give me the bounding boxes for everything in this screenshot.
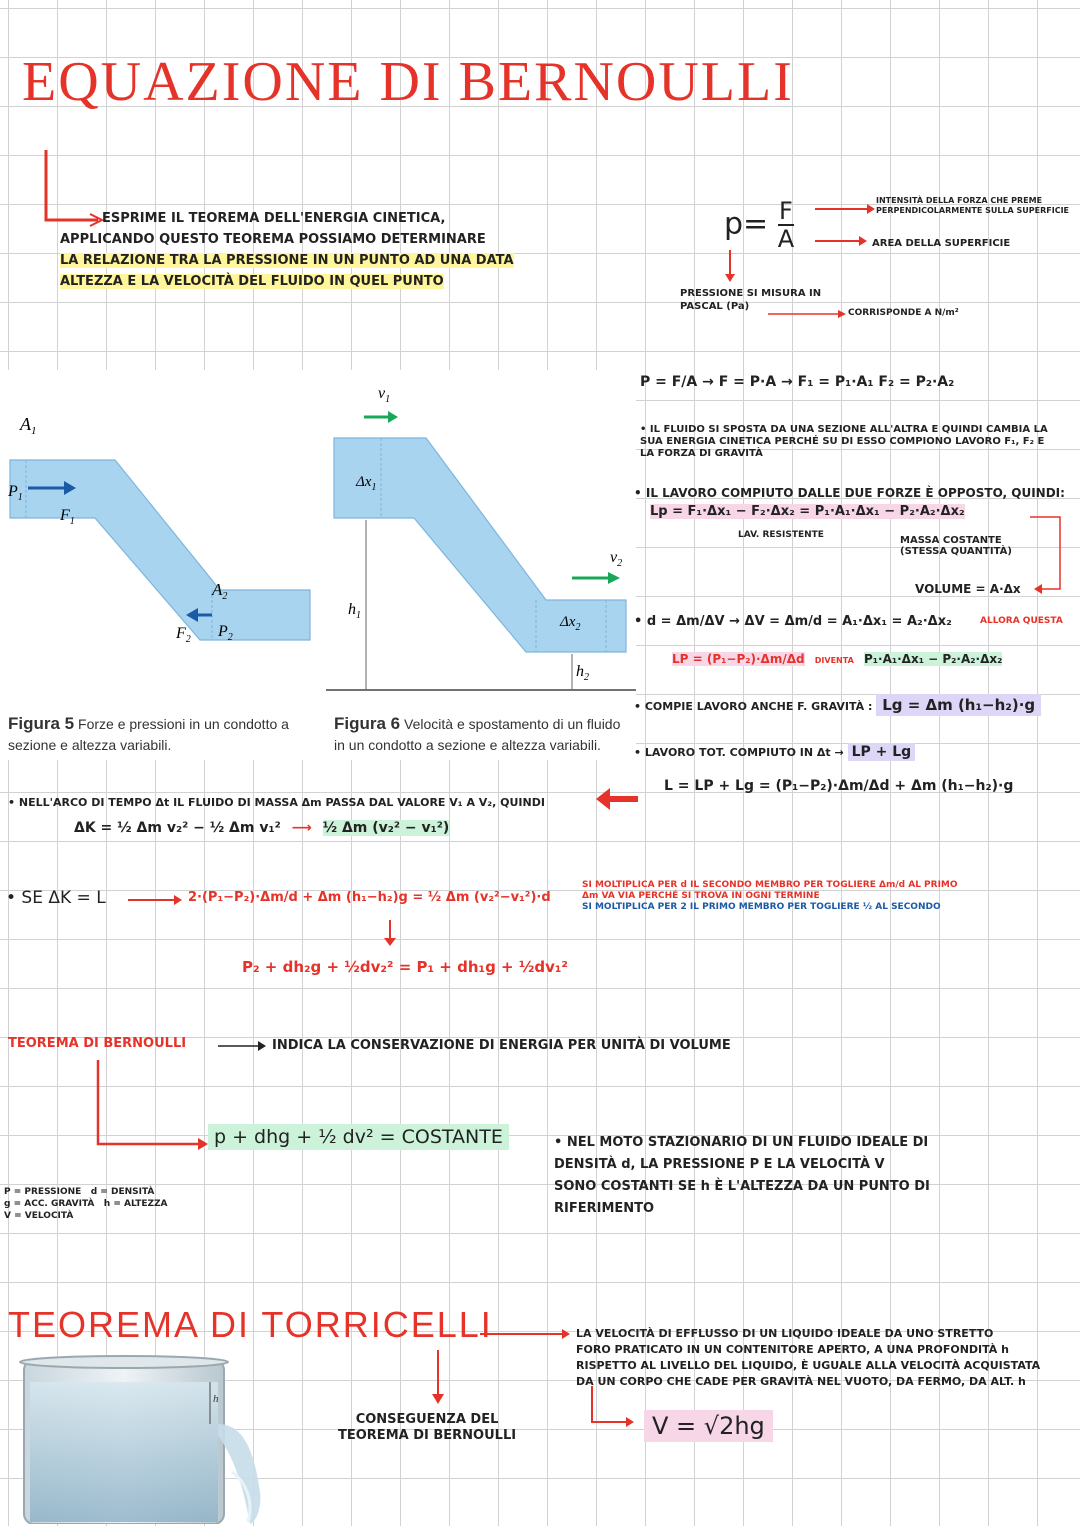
unit-equivalence: CORRISPONDE A N/m²: [848, 308, 959, 318]
figure6-number: Figura 6: [334, 714, 401, 733]
work-bullet-2: • IL LAVORO COMPIUTO DALLE DUE FORZE È OPPOSTO, QUINDI:: [634, 486, 1065, 500]
torricelli-desc-1: LA VELOCITÀ DI EFFLUSSO DI UN LIQUIDO IDEALE DA UNO STRETTO: [576, 1327, 994, 1340]
lg-equation: Lg = Δm (h₁−h₂)·g: [876, 694, 1041, 716]
torricelli-formula-arrow: [582, 1386, 642, 1436]
equality-note-3: SI MOLTIPLICA PER 2 IL PRIMO MEMBRO PER TOGLIERE ½ AL SECONDO: [582, 902, 941, 912]
legend-v: V = VELOCITÀ: [4, 1211, 74, 1221]
pressure-unit-line-2: PASCAL (Pa): [680, 301, 750, 312]
equality-result: P₂ + dh₂g + ½dv₂² = P₁ + dh₁g + ½dv₁²: [242, 958, 569, 976]
torricelli-title: TEOREMA DI TORRICELLI: [8, 1304, 493, 1345]
page-title: EQUAZIONE DI BERNOULLI: [22, 51, 794, 113]
force-note: INTENSITÀ DELLA FORZA CHE PREME PERPENDICOLARMENTE SULLA SUPERFICIE: [876, 196, 1070, 215]
gravity-work-text: • COMPIE LAVORO ANCHE F. GRAVITÀ :: [634, 700, 873, 713]
lp-result-text: LP = (P₁−P₂)·Δm/Δd: [672, 652, 805, 666]
fig6-label-h2: $h_2$: [576, 663, 589, 683]
figure5-caption: [8, 712, 318, 755]
unit-equiv-arrow: [768, 306, 848, 322]
big-left-arrow: [594, 784, 640, 814]
gravity-work: [634, 696, 1041, 714]
fig5-label-f1: $F_1$: [60, 507, 75, 527]
figure5-diagram: [0, 370, 320, 700]
consequence-line-2: TEOREMA DI BERNOULLI: [338, 1428, 517, 1443]
bernoulli-arrow: [216, 1036, 272, 1056]
bernoulli-meaning: INDICA LA CONSERVAZIONE DI ENERGIA PER UNITÀ DI VOLUME: [272, 1038, 731, 1053]
statement-line-3: SONO COSTANTI SE h È L'ALTEZZA DA UN PUNTO DI: [554, 1179, 930, 1194]
torricelli-desc-4: DA UN CORPO CHE CADE PER GRAVITÀ NEL VUOTO, DA FERMO, DA ALT. h: [576, 1375, 1026, 1388]
lp-result-2: P₁·A₁·Δx₁ − P₂·A₂·Δx₂: [863, 652, 1003, 666]
legend-g: g = ACC. GRAVITÀ: [4, 1199, 95, 1209]
fig6-label-dx2: $\Delta x_2$: [560, 614, 581, 633]
intro-line-3: LA RELAZIONE TRA LA PRESSIONE IN UN PUNTO AD UNA DATA: [60, 253, 514, 268]
figure6-diagram: [326, 370, 636, 700]
fig5-label-a2: $A_2$: [212, 580, 228, 602]
bernoulli-formula-text: p + dhg + ½ dv² = COSTANTE: [208, 1124, 509, 1150]
kinetic-eq-short: ½ Δm (v₂² − v₁²): [322, 820, 450, 836]
legend-d: d = DENSITÀ: [90, 1187, 155, 1197]
massa-costante-note: [900, 535, 1012, 557]
fig6-label-h1: $h_1$: [348, 601, 361, 621]
kinetic-equation: ΔK = ½ Δm v₂² − ½ Δm v₁² ⟶ ½ Δm (v₂² − v₁²): [74, 820, 450, 836]
diventa-note: DIVENTA: [814, 656, 854, 665]
torricelli-formula: [644, 1412, 773, 1440]
figure5-caption-text: Forze e pressioni in un condotto a sezione e altezza variabili.: [8, 716, 289, 753]
legend-h: h = ALTEZZA: [103, 1199, 168, 1209]
beaker-h-label: h: [213, 1393, 219, 1405]
lav-resistente-note: LAV. RESISTENTE: [738, 530, 824, 540]
fig6-label-dx1: $\Delta x_1$: [356, 474, 377, 493]
consequence-line-1: CONSEGUENZA DEL: [355, 1412, 499, 1427]
equality-down-arrow: [378, 920, 402, 950]
statement-line-4: RIFERIMENTO: [554, 1201, 655, 1216]
fig5-label-a1: $A_1$: [20, 414, 37, 437]
kinetic-line: • NELL'ARCO DI TEMPO Δt IL FLUIDO DI MASSA Δm PASSA DAL VALORE V₁ A V₂, QUINDI: [8, 796, 545, 809]
statement-line-2: DENSITÀ d, LA PRESSIONE P E LA VELOCITÀ V: [554, 1157, 885, 1172]
bernoulli-formula: [208, 1126, 509, 1148]
intro-line-4: ALTEZZA E LA VELOCITÀ DEL FLUIDO IN QUEL PUNTO: [60, 274, 444, 289]
pressure-unit-line-1: PRESSIONE SI MISURA IN: [680, 288, 822, 299]
figure6-caption-text: Velocità e spostamento di un fluido in un condotto a sezione e altezza variabili.: [334, 716, 621, 753]
work-bullet-1: • IL FLUIDO SI SPOSTA DA UNA SEZIONE ALL'ALTRA E QUINDI CAMBIA LA SUA ENERGIA CINETICA PERCHÉ SU DI ESSO COMPIONO LAVORO F₁, F₂ E LA FORZA DI GRAVITÀ: [640, 424, 1048, 459]
density-equation: • d = Δm/ΔV → ΔV = Δm/d = A₁·Δx₁ = A₂·Δx₂: [634, 614, 952, 629]
lp-equation: [650, 504, 965, 519]
torricelli-arrow: [480, 1324, 576, 1344]
intro-line-2: APPLICANDO QUESTO TEOREMA POSSIAMO DETERMINARE: [60, 232, 486, 247]
equality-note-1: SI MOLTIPLICA PER d IL SECONDO MEMBRO PER TOGLIERE Δm/d AL PRIMO: [582, 880, 958, 890]
stessa-quantita-line: (STESSA QUANTITÀ): [900, 546, 1012, 557]
fig5-label-f2: $F_2$: [176, 625, 191, 645]
bernoulli-label: TEOREMA DI BERNOULLI: [8, 1036, 187, 1051]
equality-note-2: Δm VA VIA PERCHÉ SI TROVA IN OGNI TERMINE: [582, 891, 820, 901]
allora-questa-note: ALLORA QUESTA: [980, 616, 1063, 626]
total-work: [634, 744, 915, 760]
lp-result: [672, 652, 1002, 666]
torricelli-desc-2: FORO PRATICATO IN UN CONTENITORE APERTO, A UNA PROFONDITÀ h: [576, 1343, 1009, 1356]
bernoulli-legend: [4, 1186, 168, 1222]
fig5-label-p1: $P_1$: [8, 483, 23, 503]
torricelli-desc-3: RISPETTO AL LIVELLO DEL LIQUIDO, È UGUALE ALLA VELOCITÀ ACQUISTATA: [576, 1359, 1041, 1372]
equality-equation: 2·(P₁−P₂)·Δm/d + Δm (h₁−h₂)g = ½ Δm (v₂²−v₁²)·d: [188, 890, 551, 905]
statement-line-1: • NEL MOTO STAZIONARIO DI UN FLUIDO IDEALE DI: [554, 1135, 929, 1150]
force-equation: P = F/A → F = P·A → F₁ = P₁·A₁ F₂ = P₂·A₂: [640, 374, 955, 390]
bernoulli-bracket: [88, 1060, 218, 1160]
intro-line-1: ESPRIME IL TEOREMA DELL'ENERGIA CINETICA,: [102, 211, 446, 226]
equality-arrow: [128, 890, 188, 910]
fig6-label-v1: $v_1$: [378, 385, 391, 405]
area-note: AREA DELLA SUPERFICIE: [872, 238, 1011, 249]
bernoulli-statement: [554, 1132, 930, 1220]
volume-connector-arrow: [1020, 515, 1070, 605]
volume-note: VOLUME = A·Δx: [915, 582, 1021, 596]
figure5-number: Figura 5: [8, 714, 75, 733]
total-work-text: • LAVORO TOT. COMPIUTO IN Δt →: [634, 746, 844, 759]
torricelli-down-arrow: [426, 1350, 450, 1410]
torricelli-consequence: [338, 1412, 516, 1444]
figure6-caption: [334, 712, 634, 755]
lp-equation-text: Lp = F₁·Δx₁ − F₂·Δx₂ = P₁·A₁·Δx₁ − P₂·A₂·Δx₂: [650, 504, 965, 519]
beaker-illustration: [10, 1352, 270, 1524]
pressure-unit-arrow: [720, 250, 750, 290]
intro-text: [60, 208, 580, 292]
fig5-label-p2: $P_2$: [218, 623, 233, 643]
lp-lg: LP + Lg: [848, 743, 916, 761]
equality-notes: [582, 880, 958, 913]
pressure-formula: p= $\frac{F}{A}$: [724, 197, 795, 253]
legend-p: P = PRESSIONE: [4, 1187, 82, 1197]
kinetic-eq-text: ΔK = ½ Δm v₂² − ½ Δm v₁²: [74, 820, 281, 836]
massa-costante-line: MASSA COSTANTE: [900, 535, 1002, 546]
equality-label: • SE ΔK = L: [6, 888, 106, 908]
torricelli-desc: [576, 1326, 1040, 1390]
torricelli-formula-text: V = √2hg: [644, 1410, 773, 1442]
l-total: L = LP + Lg = (P₁−P₂)·Δm/Δd + Δm (h₁−h₂)·g: [664, 778, 1014, 794]
fig6-label-v2: $v_2$: [610, 549, 623, 569]
